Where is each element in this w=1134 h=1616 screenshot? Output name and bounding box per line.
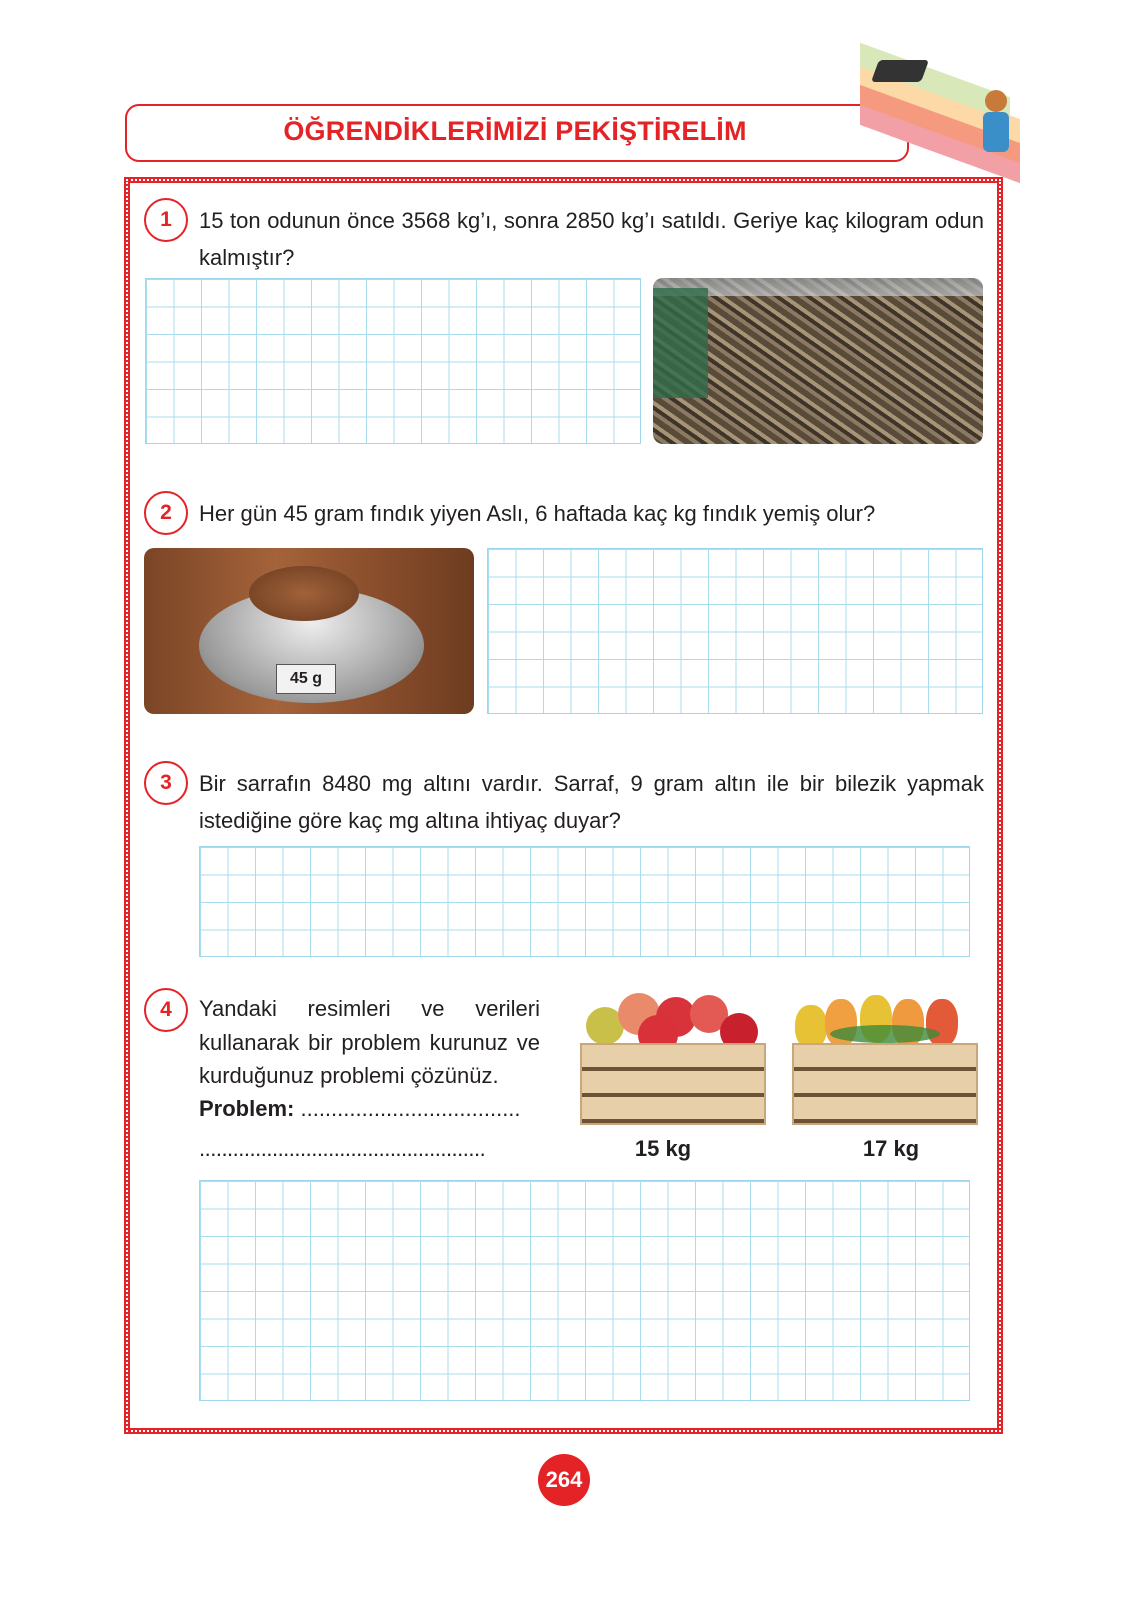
page-number: 264 <box>538 1454 590 1506</box>
answer-grid-4[interactable] <box>199 1180 970 1401</box>
question-number-3: 3 <box>144 761 188 805</box>
page-title: ÖĞRENDİKLERİMİZİ PEKİŞTİRELİM <box>283 116 747 146</box>
answer-grid-1[interactable] <box>145 278 641 444</box>
question-number-1: 1 <box>144 198 188 242</box>
problem-blank-2[interactable]: ................................................... <box>199 1136 486 1161</box>
question-4-text: Yandaki resimleri ve verileri kullanarak bir problem kurunuz ve kurduğunuz problemi çözünüz. <box>199 996 540 1088</box>
question-3-text: Bir sarrafın 8480 mg altını vardır. Sarraf, 9 gram altın ile bir bilezik yapmak istediğine göre kaç mg altına ihtiyaç duyar? <box>199 771 984 833</box>
crate-label-2: 17 kg <box>862 1136 920 1161</box>
crate-label-1: 15 kg <box>634 1136 692 1161</box>
question-1-text: 15 ton odunun önce 3568 kg’ı, sonra 2850 kg’ı satıldı. Geriye kaç kilogram odun kalmıştır? <box>199 208 984 270</box>
answer-grid-3[interactable] <box>199 846 970 957</box>
question-number-4: 4 <box>144 988 188 1032</box>
hazelnut-scale-photo <box>144 548 474 714</box>
problem-line <box>199 1092 544 1126</box>
problem-blank-1[interactable]: .................................... <box>300 1096 521 1121</box>
pear-crate-image <box>790 985 980 1130</box>
problem-label: Problem: <box>199 1096 295 1121</box>
scale-display: 45 g <box>276 664 336 694</box>
firewood-photo <box>653 278 983 444</box>
apple-crate-image <box>578 985 768 1130</box>
question-number-2: 2 <box>144 491 188 535</box>
question-2-text: Her gün 45 gram fındık yiyen Aslı, 6 haftada kaç kg fındık yemiş olur? <box>199 501 876 526</box>
answer-grid-2[interactable] <box>487 548 983 714</box>
